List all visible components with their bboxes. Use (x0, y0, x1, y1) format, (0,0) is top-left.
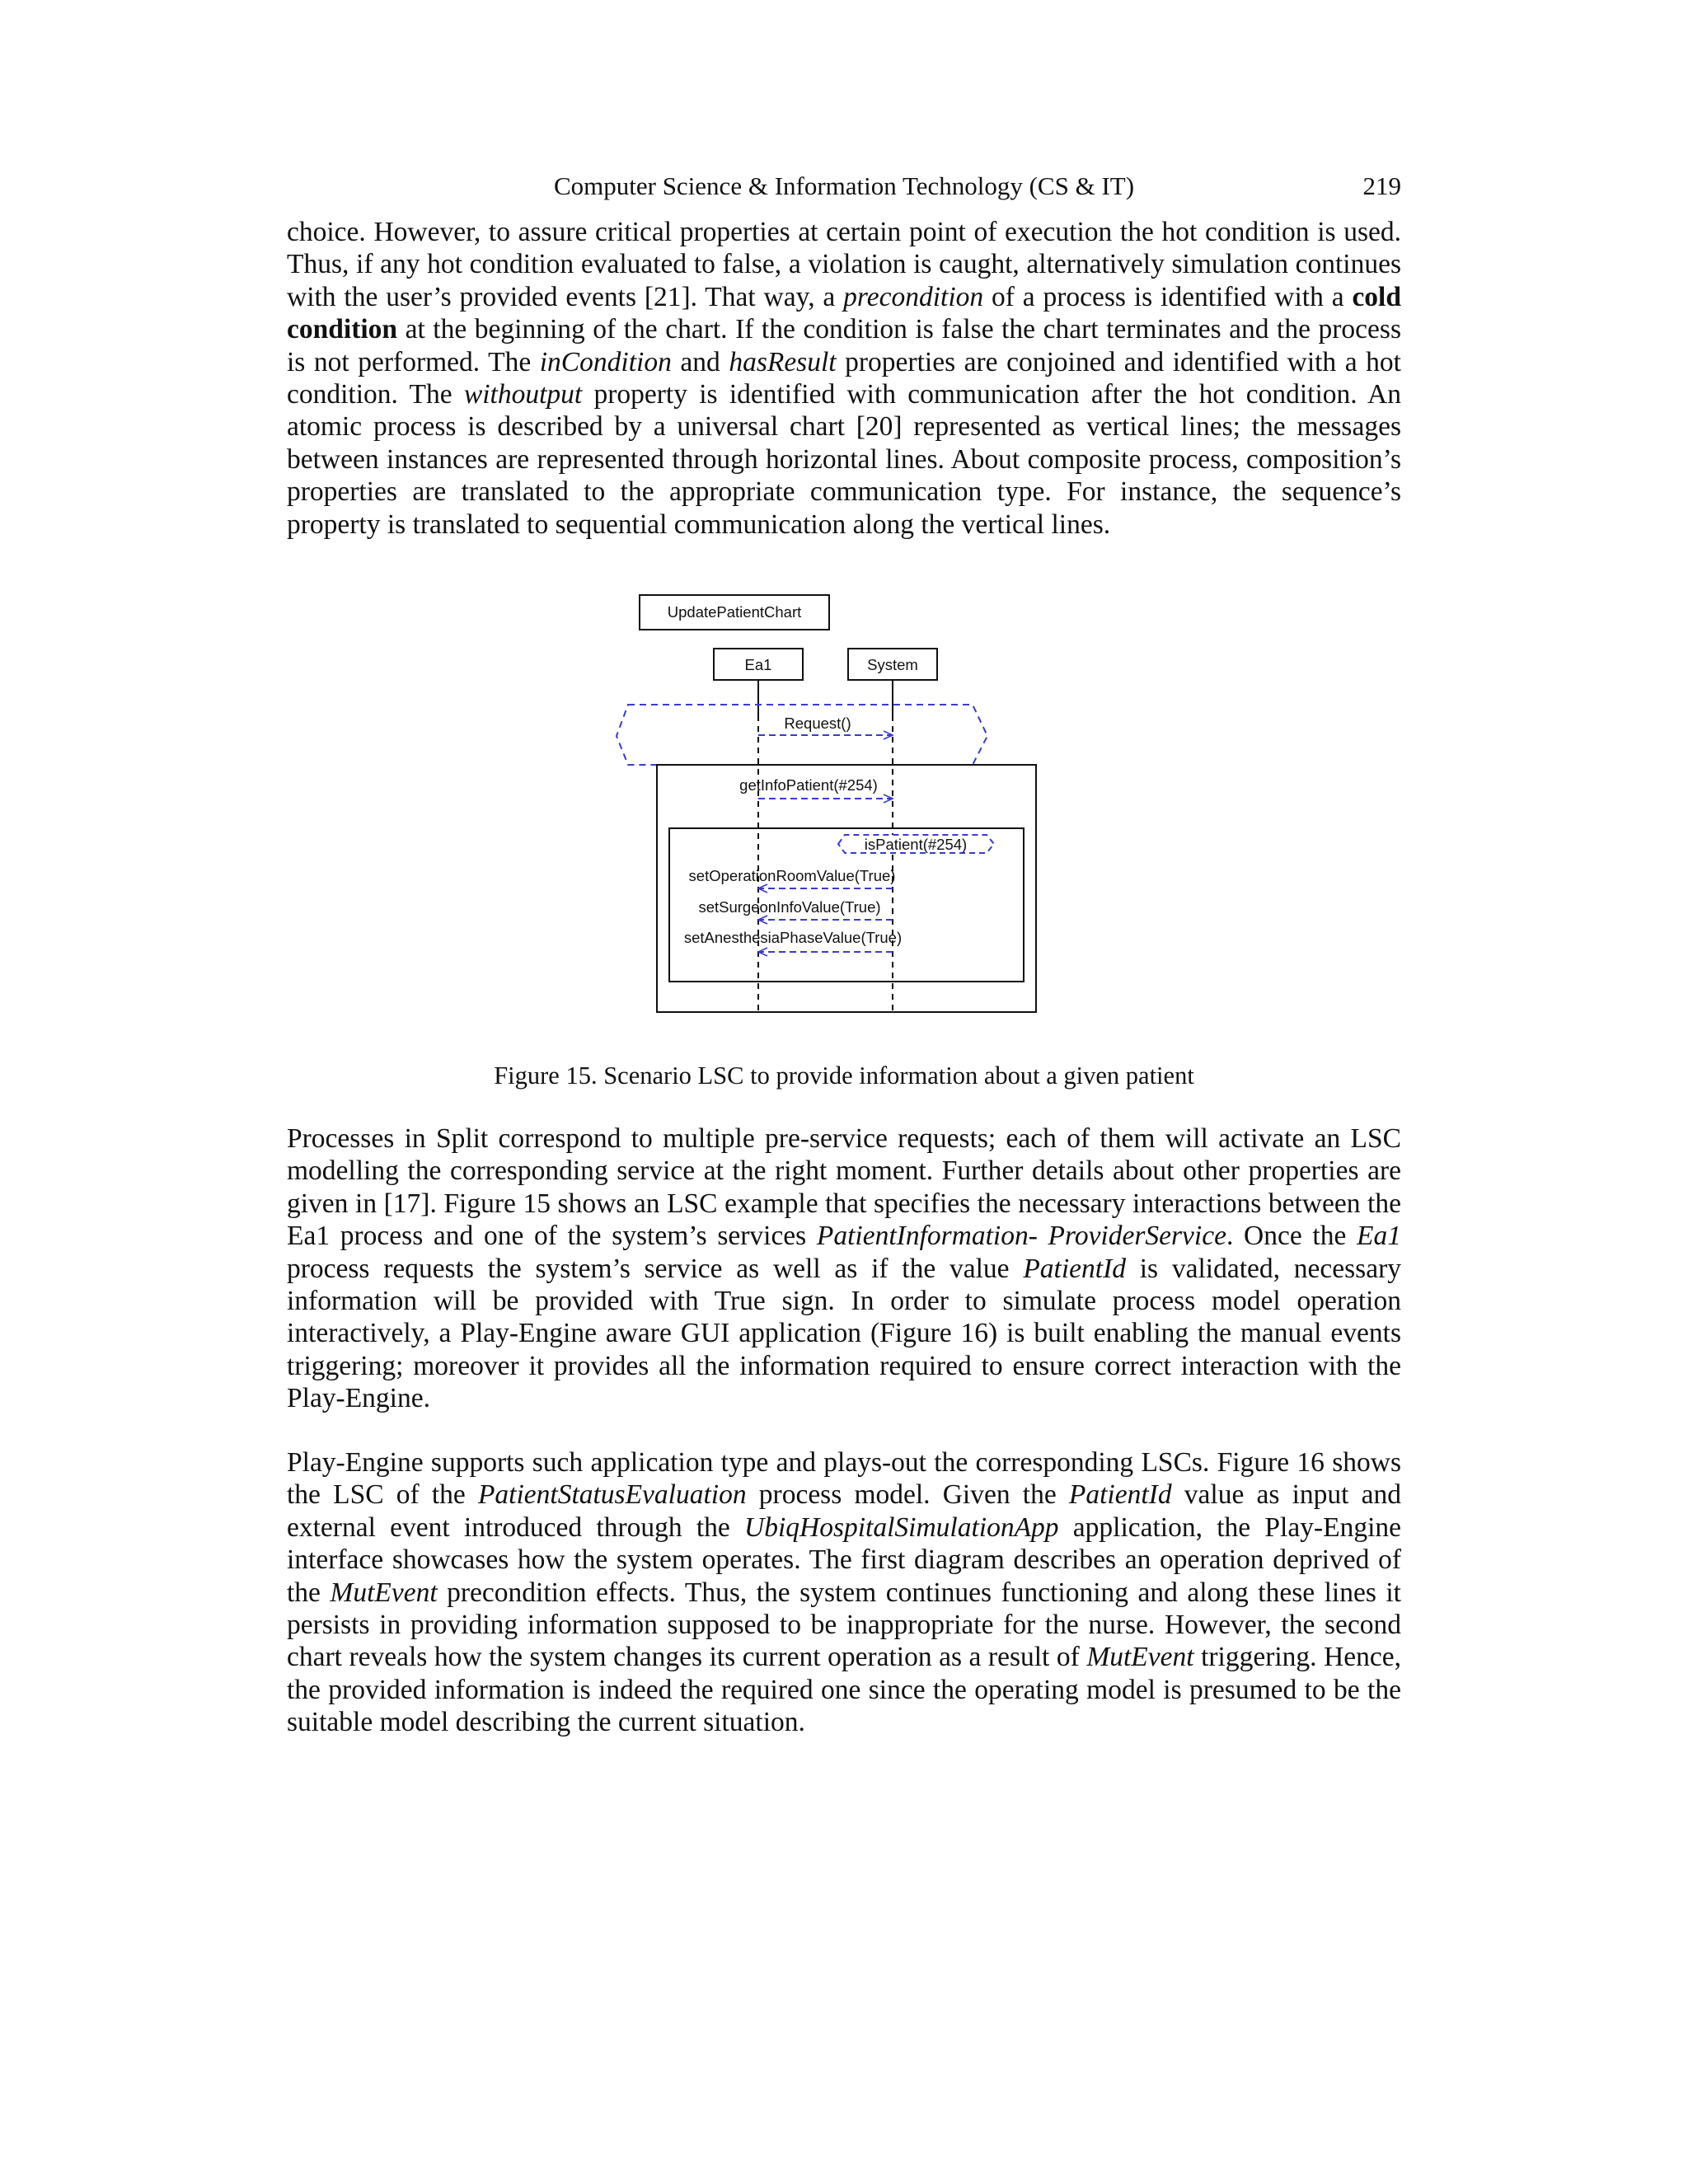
chart-title: UpdatePatientChart (667, 603, 802, 621)
para3-italic-mutevent-2: MutEvent (1086, 1642, 1194, 1673)
message-setsurgeoninfo-label: setSurgeonInfoValue(True) (698, 898, 881, 916)
para3-italic-patientstatus: PatientStatusEvaluation (477, 1479, 747, 1511)
para3-text-6: triggering. Hence, the provided information is indeed the required one since the operating model is presumed to be the suitable model describing the current situation. (287, 1642, 1401, 1738)
para3-text-5: precondition effects. Thus, the system continues functioning and along these lines it persists in providing information supposed to be inappropriate for the nurse. However, the second chart reveals how the system changes its current operation as a result of (287, 1577, 1401, 1673)
para2-italic-patientid: PatientId (1023, 1253, 1126, 1284)
para2-text-2: . Once the (1226, 1221, 1357, 1252)
para2-text-3: process requests the system’s service as well as if the value (287, 1253, 1024, 1284)
para3-text-1: Play-Engine supports such application type and plays-out the corresponding LSCs. Figure 16 shows the LSC of the (287, 1447, 1401, 1511)
para1-italic-incondition: inCondition (539, 346, 672, 377)
para1-italic-hasresult: hasResult (729, 346, 837, 377)
page-header (0, 171, 1688, 204)
para1-text-1: choice. However, to assure critical properties at certain point of execution the hot condition is used. Thus, if any hot condition evaluated to false, a violation is caught, alternatively simulation continues with the user’s provided events [21]. That way, a (287, 217, 1401, 312)
para1-text-2: of a process is identified with a (983, 281, 1353, 312)
paragraph-1 (287, 216, 1401, 541)
para3-italic-patientid: PatientId (1068, 1479, 1172, 1511)
para3-italic-simulationapp: UbiqHospitalSimulationApp (744, 1511, 1059, 1543)
message-setanesthesia-label: setAnesthesiaPhaseValue(True) (683, 929, 903, 946)
para2-text-4: is validated, necessary information will be provided with True sign. In order to simulate process model operation interactively, a Play-Engine aware GUI application (Figure 16) is built enabling the manual events triggering; moreover it provides all the information required to ensure correct interaction with the Play-Engine. (287, 1253, 1401, 1414)
para1-text-3: at the beginning of the chart. If the condition is false the chart terminates and the process is not performed. The (287, 314, 1401, 377)
lsc-figure (610, 577, 1071, 1022)
para2-italic-ea1: Ea1 (1357, 1221, 1401, 1252)
para1-italic-withoutput: withoutput (463, 379, 583, 410)
para3-text-4: application, the Play-Engine interface showcases how the system operates. The first diagram describes an operation deprived of the (287, 1511, 1401, 1608)
instance-ea1-label: Ea1 (744, 656, 772, 673)
paragraph-2 (287, 1122, 1401, 1415)
para1-bold-cold-condition: cold condition (287, 281, 1401, 345)
message-getinfopatient-label: getInfoPatient(#254) (739, 776, 878, 794)
para3-italic-mutevent-1: MutEvent (330, 1577, 438, 1608)
para2-text-1: Processes in Split correspond to multiple pre-service requests; each of them will activate an LSC modelling the corresponding service at the right moment. Further details about other properties are given in [17]. Figure 15 shows an LSC example that specifies the necessary interactions between the Ea1 process and one of the system’s services (287, 1123, 1401, 1252)
condition-ispatient-label: isPatient(#254) (864, 836, 968, 853)
para1-text-5: properties are conjoined and identified with a hot condition. The (287, 346, 1401, 410)
para3-text-3: value as input and external event introduced through the (287, 1479, 1401, 1543)
para1-italic-precondition: precondition (843, 281, 984, 312)
page-number: 219 (1362, 171, 1401, 200)
para2-italic-service: PatientInformation- ProviderService (816, 1221, 1226, 1252)
message-request-label: Request() (784, 715, 851, 732)
running-title: Computer Science & Information Technology (CS & IT) (553, 171, 1135, 200)
para1-text-6: property is identified with communication after the hot condition. An atomic process is described by a universal chart [20] represented as vertical lines; the messages between instances are represented through horizontal lines. About composite process, composition’s properties are translated to the appropriate communication type. For instance, the sequence’s property is translated to sequential communication along the vertical lines. (287, 379, 1401, 540)
para1-text-4: and (671, 346, 729, 377)
message-setoperationroom-label: setOperationRoomValue(True) (688, 867, 896, 884)
figure-caption: Figure 15. Scenario LSC to provide information about a given patient (494, 1062, 1194, 1090)
paragraph-3 (287, 1446, 1401, 1739)
lsc-diagram (610, 577, 1071, 1022)
para3-text-2: process model. Given the (746, 1479, 1069, 1511)
instance-system-label: System (867, 656, 918, 673)
